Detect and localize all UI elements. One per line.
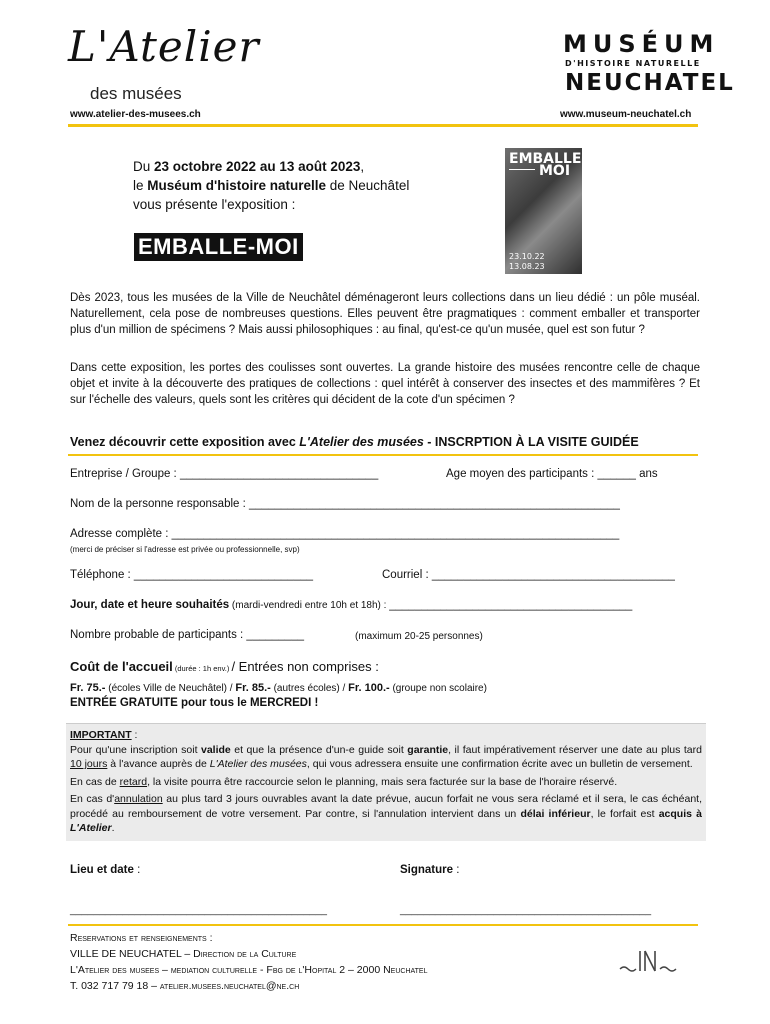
atelier-url[interactable]: www.atelier-des-musees.ch <box>70 109 201 120</box>
intro-text: Du 23 octobre 2022 au 13 août 2023, le Muséum d'histoire naturelle de Neuchâtel vous présente l'exposition : <box>133 159 410 212</box>
footer-line4[interactable]: T. 032 717 79 18 – atelier.musees.neuchatel@ne.ch <box>70 980 300 992</box>
contact-name-field[interactable]: Nom de la personne responsable : __________________________________________________________ <box>70 498 620 510</box>
poster-title-line1: EMBALLE <box>509 151 582 167</box>
place-date-line[interactable]: ____________________________________________ <box>70 904 327 916</box>
cost-heading: Coût de l'accueil (durée : 1h env.) / Entrées non comprises : <box>70 659 379 674</box>
footer-contact <box>70 930 428 994</box>
exhibition-title: EMBALLE-MOI <box>134 233 303 261</box>
company-field[interactable]: Entreprise / Groupe : _______________________________ <box>70 468 379 480</box>
poster-date1: 23.10.22 <box>509 252 545 261</box>
participants-field[interactable]: Nombre probable de participants : _________ <box>70 629 304 641</box>
signature-label: Signature : <box>400 864 460 876</box>
paragraph-intro: Dès 2023, tous les musées de la Ville de Neuchâtel déménageront leurs collections dans un lieu dédié : un pôle muséal. Naturellement, cela pose de nombreuses questions. Elles peuvent être pragmatiques : comment emballer et transporter plus d'un million de spécimens ? Mais aussi philosophiques : au final, qu'est-ce qu'un musée, quel est son futur ? <box>70 292 700 336</box>
address-field[interactable]: Adresse complète : ______________________________________________________________________ <box>70 528 620 540</box>
preferred-date-field[interactable]: Jour, date et heure souhaités (mardi-vendredi entre 10h et 18h) : ______________________________________ <box>70 599 633 611</box>
museum-logo-title: MUSÉUM <box>563 30 720 58</box>
signature-line[interactable]: ___________________________________________ <box>400 904 652 916</box>
cost-prices: Fr. 75.- (écoles Ville de Neuchâtel) / Fr. 85.- (autres écoles) / Fr. 100.- (groupe non scolaire) <box>70 682 487 694</box>
participants-note: (maximum 20-25 personnes) <box>355 631 483 642</box>
museum-logo-city: NEUCHATEL <box>565 70 735 96</box>
footer-line3: L'Atelier des musees – mediation culturelle - Fbg de l'Hopital 2 – 2000 Neuchatel <box>70 964 428 976</box>
footer-line2: VILLE DE NEUCHATEL – Direction de la Culture <box>70 948 297 960</box>
email-field[interactable]: Courriel : ______________________________________ <box>382 569 675 581</box>
address-note: (merci de préciser si l'adresse est privée ou professionnelle, svp) <box>70 545 300 554</box>
poster-date2: 13.08.23 <box>509 262 545 271</box>
museum-url[interactable]: www.museum-neuchatel.ch <box>560 109 692 120</box>
header-accent-line <box>68 124 698 127</box>
museum-logo-subtitle: D'HISTOIRE NATURELLE <box>565 59 701 68</box>
form-heading-line <box>68 454 698 456</box>
free-wednesday: ENTRÉE GRATUITE pour tous le MERCREDI ! <box>70 697 319 709</box>
place-date-label: Lieu et date : <box>70 864 141 876</box>
exhibition-poster <box>505 148 582 274</box>
footer-accent-line <box>68 924 698 926</box>
form-heading: Venez découvrir cette exposition avec L'Atelier des musées - INSCRPTION À LA VISITE GUIDÉE <box>70 435 639 449</box>
poster-title-line2: MOI <box>539 163 571 179</box>
atelier-logo-subtitle: des musées <box>90 84 182 103</box>
age-field[interactable]: Age moyen des participants : ______ ans <box>446 468 658 480</box>
important-notice: IMPORTANT : Pour qu'une inscription soit valide et que la présence d'un-e guide soit garantie, il faut impérativement réserver une date au plus tard 10 jours à l'avance auprès de L'Atelier des musées, qui vous adressera ensuite une confirmation écrite avec un bulletin de versement. En cas de retard, la visite pourra être raccourcie selon le planning, mais sera facturée sur la base de l'horaire réservé. En cas d'annulation au plus tard 3 jours ouvrables avant la date prévue, aucun forfait ne vous sera réclamé et il sera, le cas échéant, procédé au remboursement de votre versement. Par contre, si l'annulation intervient dans un délai inférieur, le forfait est acquis à L'Atelier. <box>66 723 706 841</box>
phone-field[interactable]: Téléphone : ____________________________ <box>70 569 314 581</box>
paragraph-exhibition: Dans cette exposition, les portes des coulisses sont ouvertes. La grande histoire des musées rencontre celle de chaque objet et invite à la découverte des pratiques de collections : quel intérêt à conserver des insectes et des mammifères ? Et sur l'échelle des valeurs, quels sont les critères qui décident de la cote d'un spécimen ? <box>70 362 700 406</box>
atelier-logo-script: L'Atelier <box>68 22 260 71</box>
footer-line1: Reservations et renseignements : <box>70 932 213 944</box>
neuchatel-city-logo <box>618 945 678 975</box>
